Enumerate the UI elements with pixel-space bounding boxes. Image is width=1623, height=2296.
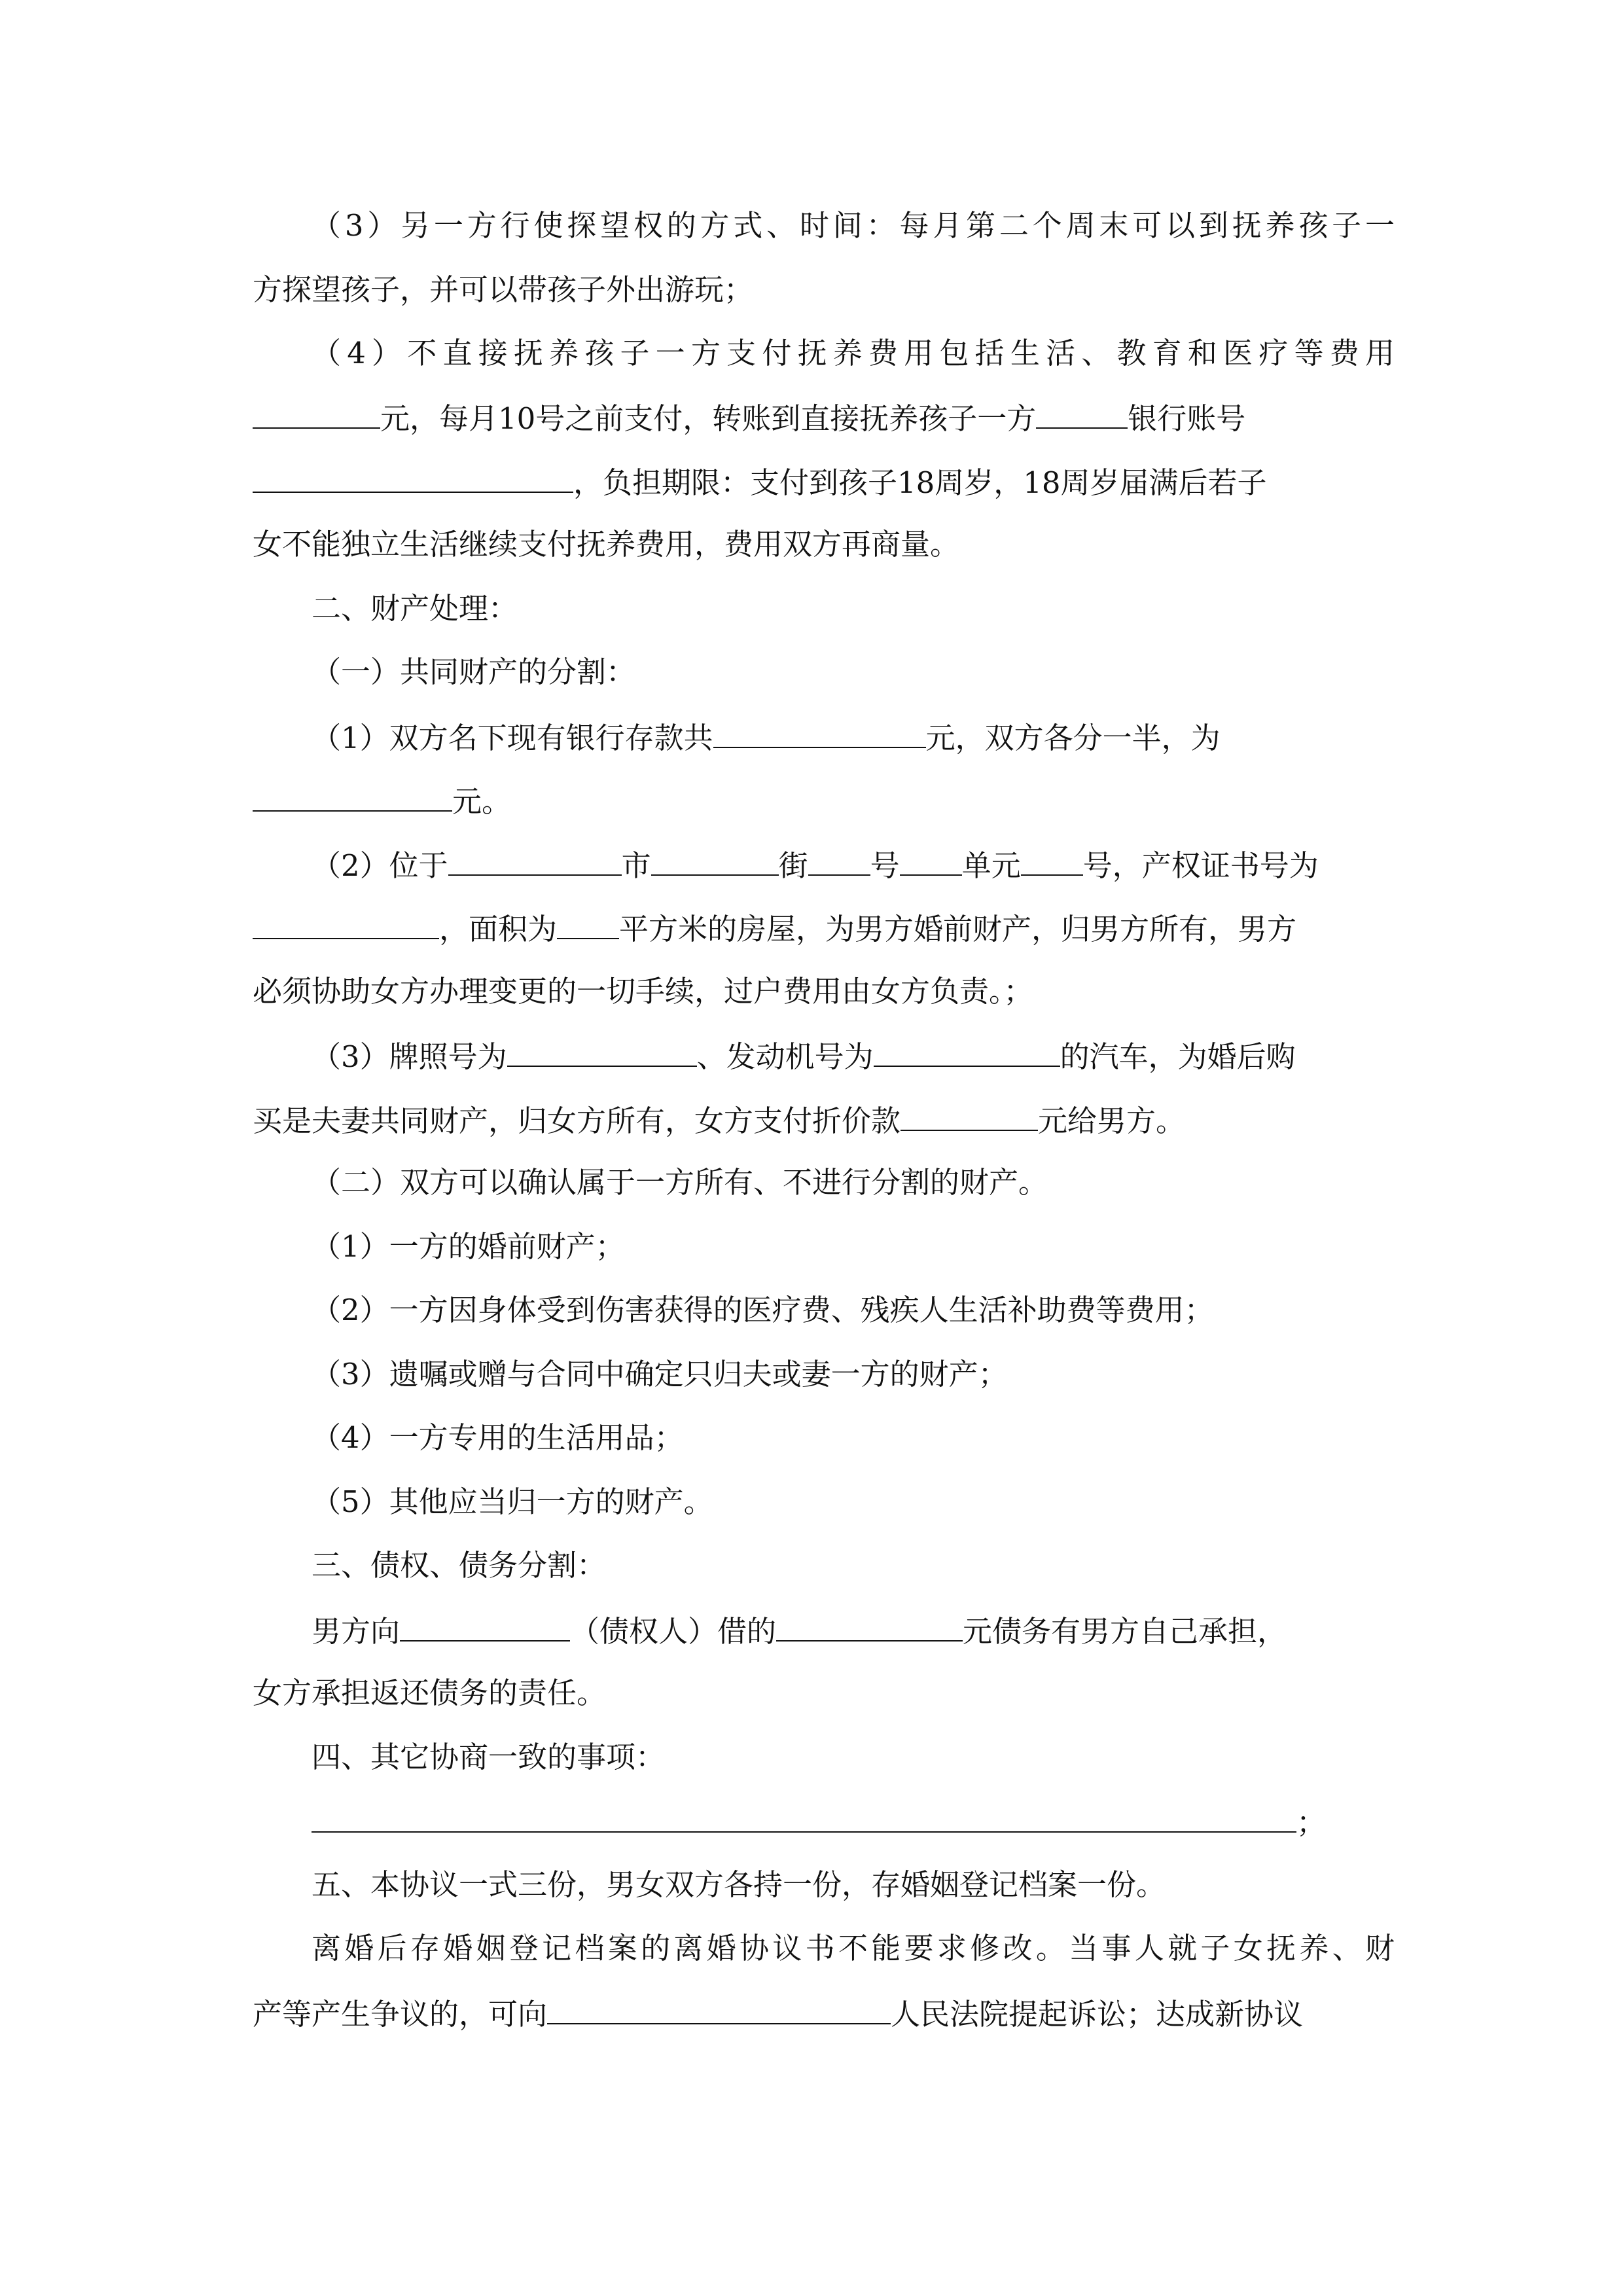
clause-support-amount	[253, 397, 1395, 437]
item-inheritance-gift	[312, 1355, 1395, 1394]
text: （2）位于	[312, 848, 448, 883]
item-personal-goods	[312, 1418, 1395, 1458]
text: 买是夫妻共同财产，归女方所有，女方支付折价款	[253, 1103, 901, 1138]
item-other-property	[312, 1482, 1395, 1522]
blank-engine-number[interactable]	[874, 1035, 1060, 1067]
subheading-joint-property	[312, 653, 1395, 692]
clause-debt-cont	[253, 1674, 1395, 1713]
text: （1）一方的婚前财产；	[312, 1229, 625, 1264]
clause-debt	[312, 1610, 1395, 1649]
blank-street[interactable]	[651, 844, 779, 876]
text: 三、债权、债务分割：	[312, 1548, 607, 1583]
clause-other-matters	[312, 1801, 1395, 1840]
text: 产等产生争议的，可向	[253, 1997, 548, 2032]
text: 号	[870, 848, 900, 883]
text: 方探望孩子，并可以带孩子外出游玩；	[253, 272, 754, 307]
clause-support-term-cont	[253, 525, 1395, 564]
text: （1）双方名下现有银行存款共	[312, 721, 713, 755]
text: （债权人）借的	[570, 1614, 777, 1649]
text: 离婚后存婚姻登记档案的离婚协议书不能要求修改。当事人就子女抚养、财	[312, 1931, 1395, 1965]
text: 男方向	[312, 1614, 401, 1649]
blank-number[interactable]	[808, 844, 870, 876]
clause-bank-deposit	[312, 717, 1395, 756]
text: 、发动机号为	[696, 1039, 874, 1074]
text: 女不能独立生活继续支付抚养费用，费用双方再商量。	[253, 527, 960, 562]
text: 市	[621, 848, 651, 883]
blank-other-matters[interactable]	[312, 1801, 1296, 1833]
item-injury-compensation	[312, 1291, 1395, 1330]
text: （2）一方因身体受到伤害获得的医疗费、残疾人生活补助费等费用；	[312, 1293, 1214, 1327]
clause-bank-deposit-cont	[253, 780, 1395, 819]
blank-city[interactable]	[448, 844, 622, 876]
text: 人民法院提起诉讼；达成新协议	[891, 1997, 1304, 2032]
text: 元债务有男方自己承担，	[963, 1614, 1287, 1649]
text: 四、其它协商一致的事项：	[312, 1740, 666, 1774]
blank-deposit-half[interactable]	[253, 780, 452, 812]
subheading-separate-property	[312, 1163, 1395, 1202]
item-premarital	[312, 1227, 1395, 1266]
blank-license-plate[interactable]	[507, 1035, 697, 1067]
text: （3）遗嘱或赠与合同中确定只归夫或妻一方的财产；	[312, 1357, 1008, 1391]
clause-house	[312, 844, 1395, 884]
blank-discount-price[interactable]	[901, 1100, 1038, 1131]
text: （一）共同财产的分割：	[312, 655, 636, 689]
text: （3）牌照号为	[312, 1039, 507, 1074]
section-heading-other-matters	[312, 1738, 1395, 1777]
section-copies	[312, 1865, 1395, 1905]
clause-house-cont	[253, 908, 1395, 947]
text: 元。	[452, 784, 512, 819]
text: 元，每月10号之前支付，转账到直接抚养孩子一方	[380, 401, 1037, 436]
text: 女方承担返还债务的责任。	[253, 1676, 607, 1710]
text: （3）另一方行使探望权的方式、时间：每月第二个周末可以到抚养孩子一	[312, 208, 1395, 243]
text: 五、本协议一式三份，男女双方各持一份，存婚姻登记档案一份。	[312, 1867, 1166, 1902]
text: 街	[778, 848, 808, 883]
text: （二）双方可以确认属于一方所有、不进行分割的财产。	[312, 1165, 1048, 1200]
blank-certificate-number[interactable]	[253, 908, 439, 939]
text: ；	[1296, 1805, 1327, 1840]
blank-support-amount[interactable]	[253, 397, 380, 429]
text: 元，双方各分一半，为	[925, 721, 1221, 755]
clause-support-term	[253, 461, 1395, 501]
text: ，面积为	[439, 912, 558, 946]
text: 单元	[961, 848, 1021, 883]
text: （4）一方专用的生活用品；	[312, 1420, 684, 1455]
text: 号，产权证书号为	[1082, 848, 1319, 883]
clause-house-transfer	[253, 972, 1395, 1011]
text: （4）不直接抚养孩子一方支付抚养费用包括生活、教育和医疗等费用	[312, 336, 1395, 370]
blank-bank-account[interactable]	[253, 461, 573, 493]
blank-room[interactable]	[1021, 844, 1083, 876]
section-heading-debts	[312, 1546, 1395, 1585]
blank-recipient-bank[interactable]	[1036, 397, 1128, 429]
text: 的汽车，为婚后购	[1060, 1039, 1296, 1074]
blank-unit[interactable]	[900, 844, 962, 876]
clause-visitation-cont	[253, 270, 1395, 310]
text: 平方米的房屋，为男方婚前财产，归男方所有，男方	[619, 912, 1297, 946]
clause-no-modification	[312, 1929, 1395, 1968]
blank-deposit-total[interactable]	[713, 717, 926, 748]
clause-court	[253, 1993, 1395, 2032]
text: 必须协助女方办理变更的一切手续，过户费用由女方负责。；	[253, 974, 1033, 1009]
blank-court-name[interactable]	[547, 1993, 891, 2024]
clause-car	[312, 1035, 1395, 1075]
clause-support-fee	[312, 334, 1395, 373]
blank-area[interactable]	[557, 908, 619, 939]
text: （5）其他应当归一方的财产。	[312, 1484, 713, 1519]
text: 二、财产处理：	[312, 591, 518, 626]
text: ，负担期限：支付到孩子18周岁，18周岁届满后若子	[573, 465, 1267, 500]
clause-car-cont	[253, 1100, 1395, 1139]
text: 银行账号	[1128, 401, 1246, 436]
clause-visitation	[312, 206, 1395, 245]
blank-creditor[interactable]	[400, 1610, 570, 1641]
section-heading-property	[312, 589, 1395, 628]
blank-debt-amount[interactable]	[776, 1610, 963, 1641]
text: 元给男方。	[1038, 1103, 1186, 1138]
